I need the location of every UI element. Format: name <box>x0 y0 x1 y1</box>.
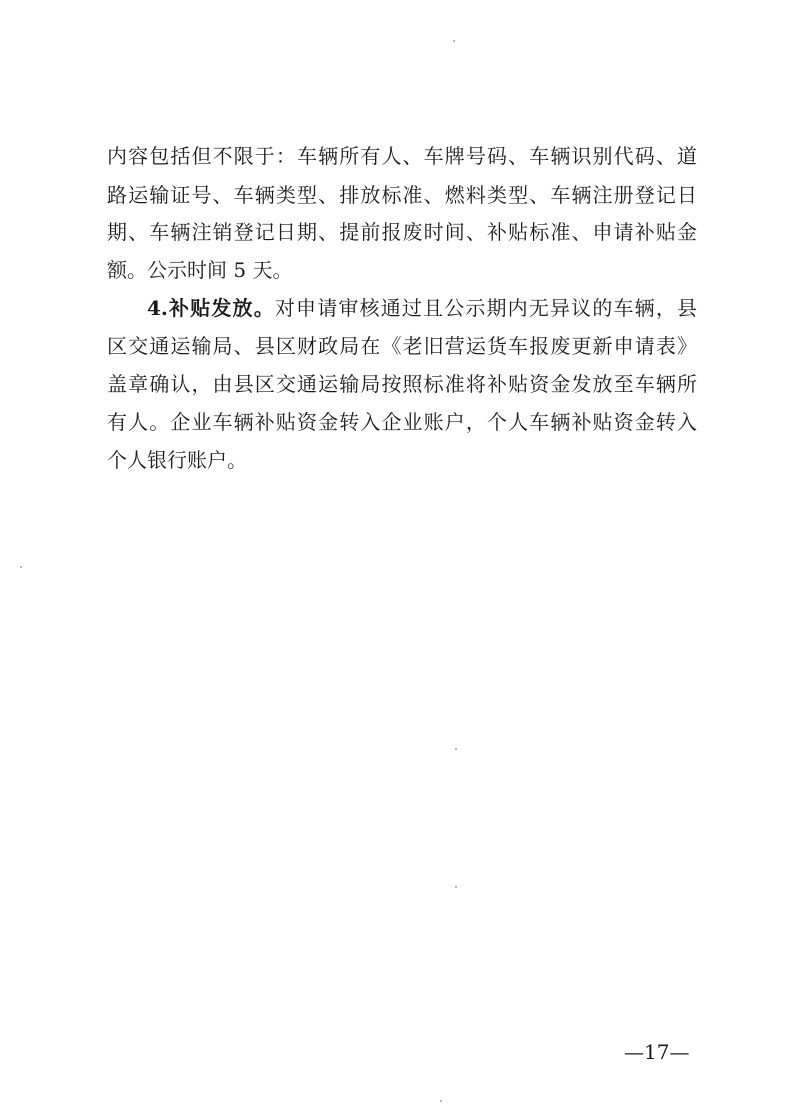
paragraph-line: 内容包括但不限于：车辆所有人、车牌号码、车辆识别代码、道 <box>107 144 697 168</box>
paragraph-text: 对申请审核通过且公示期内无异议的车辆，县 <box>274 296 697 320</box>
page-number: —17— <box>624 1040 690 1064</box>
scan-speck <box>455 748 457 750</box>
section-heading: 4.补贴发放。 <box>147 296 275 320</box>
paragraph-line: 盖章确认，由县区交通运输局按照标准将补贴资金发放至车辆所 <box>107 372 697 396</box>
paragraph-line: 额。公示时间 5 天。 <box>107 258 293 282</box>
paragraph-line: 期、车辆注销登记日期、提前报废时间、补贴标准、申请补贴金 <box>107 220 697 244</box>
paragraph-line: 有人。企业车辆补贴资金转入企业账户，个人车辆补贴资金转入 <box>107 410 697 434</box>
scan-speck <box>440 1100 442 1102</box>
paragraph-line: 区交通运输局、县区财政局在《老旧营运货车报废更新申请表》 <box>107 334 697 358</box>
paragraph-line: 路运输证号、车辆类型、排放标准、燃料类型、车辆注册登记日 <box>107 183 697 207</box>
paragraph-line: 个人银行账户。 <box>107 448 247 472</box>
scan-speck <box>455 886 457 888</box>
scan-speck <box>453 40 455 42</box>
scan-speck <box>20 566 22 568</box>
paragraph-first-line <box>147 294 697 322</box>
